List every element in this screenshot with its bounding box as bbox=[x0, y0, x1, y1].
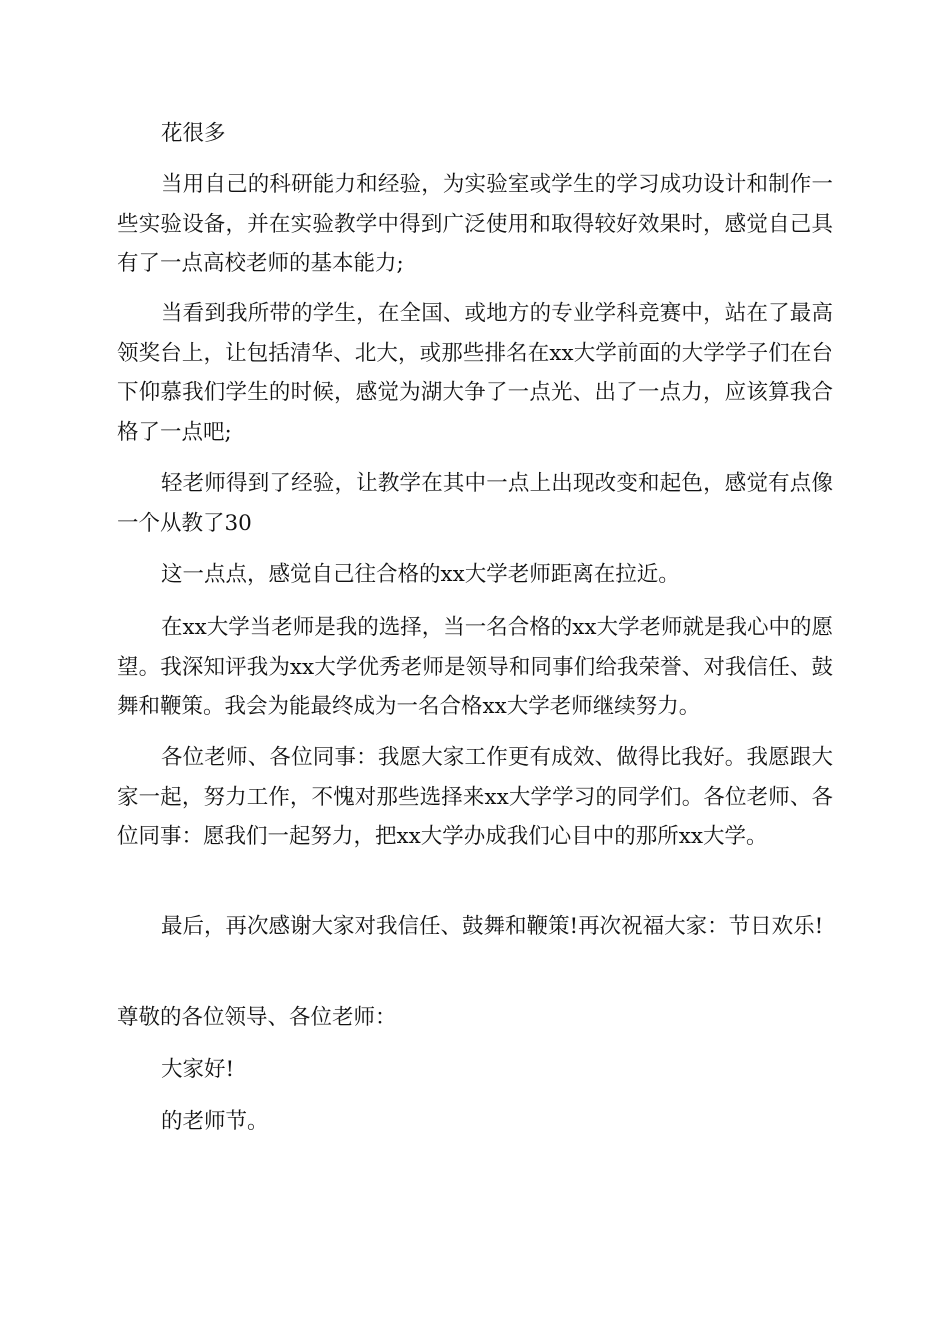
greeting: 大家好! bbox=[161, 1057, 235, 1082]
salutation: 尊敬的各位领导、各位老师： bbox=[117, 1005, 397, 1030]
paragraph-8: 最后，再次感谢大家对我信任、鼓舞和鞭策!再次祝福大家：节日欢乐! bbox=[161, 914, 824, 939]
paragraph-2: 当用自己的科研能力和经验，为实验室或学生的学习成功设计和制作一些实验设备，并在实验教学中得到广泛使用和取得较好效果时，感觉自己具有了一点高校老师的基本能力; bbox=[117, 172, 833, 276]
paragraph-1: 花很多 bbox=[161, 121, 226, 146]
paragraph-7: 各位老师、各位同事：我愿大家工作更有成效、做得比我好。我愿跟大家一起，努力工作，不愧对那些选择来xx大学学习的同学们。各位老师、各位同事：愿我们一起努力，把xx大学办成我们心目中的那所xx大学。 bbox=[117, 745, 833, 849]
paragraph-4: 轻老师得到了经验，让教学在其中一点上出现改变和起色，感觉有点像一个从教了30 bbox=[117, 471, 833, 536]
paragraph-fragment: 的老师节。 bbox=[161, 1109, 269, 1134]
paragraph-6: 在xx大学当老师是我的选择，当一名合格的xx大学老师就是我心中的愿望。我深知评我为xx大学优秀老师是领导和同事们给我荣誉、对我信任、鼓舞和鞭策。我会为能最终成为一名合格xx大学老师继续努力。 bbox=[117, 615, 834, 719]
paragraph-5: 这一点点，感觉自己往合格的xx大学老师距离在拉近。 bbox=[161, 562, 680, 587]
paragraph-3: 当看到我所带的学生，在全国、或地方的专业学科竞赛中，站在了最高领奖台上，让包括清华、北大，或那些排名在xx大学前面的大学学子们在台下仰慕我们学生的时候，感觉为湖大争了一点光、出了一点力，应该算我合格了一点吧; bbox=[117, 301, 833, 445]
